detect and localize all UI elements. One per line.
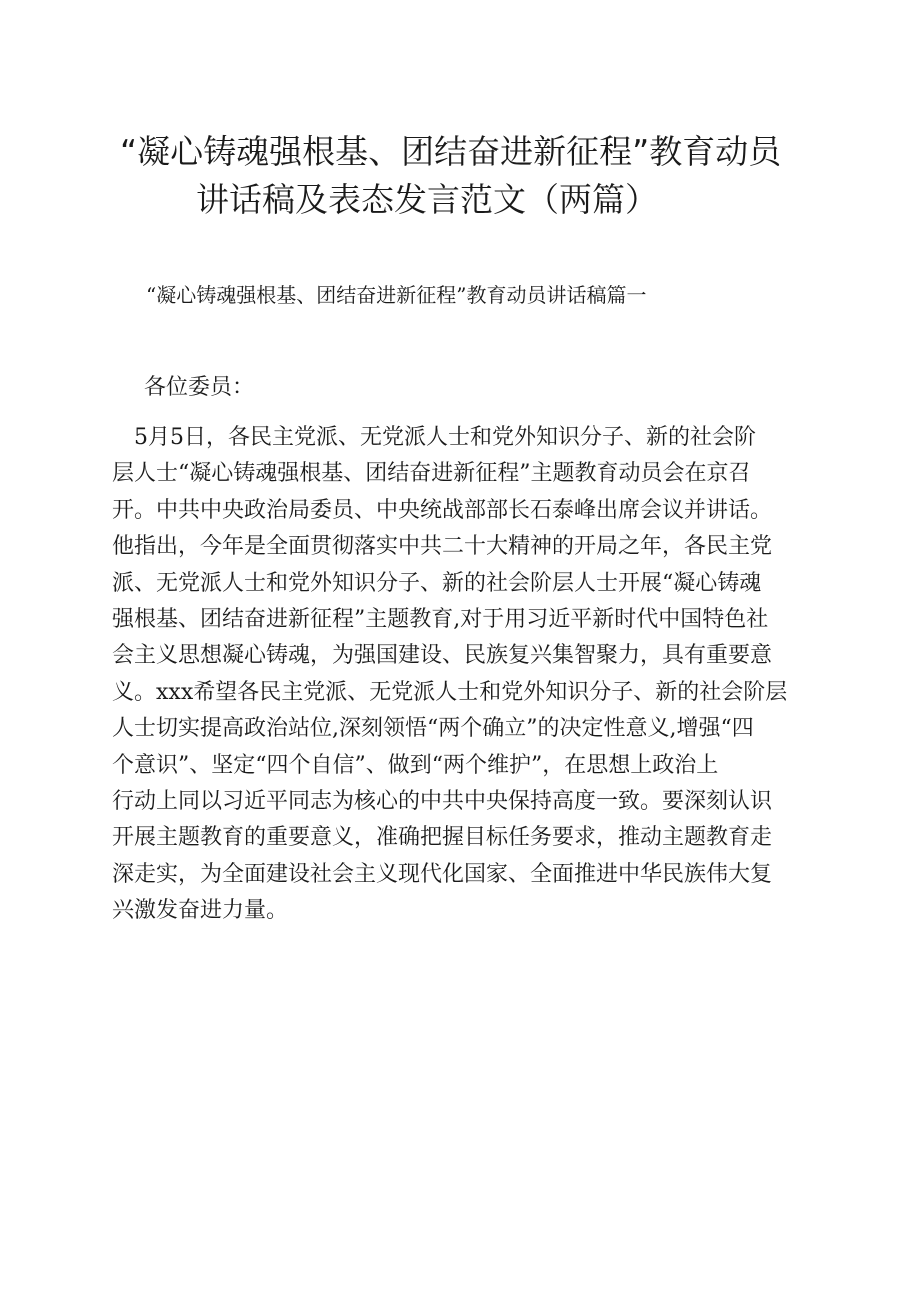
paragraph-line: 会主义思想凝心铸魂，为强国建设、民族复兴集智聚力，具有重要意 (112, 643, 773, 669)
paragraph-line: 兴激发奋进力量。 (112, 898, 289, 924)
paragraph-line: 深走实，为全面建设社会主义现代化国家、全面推进中华民族伟大复 (112, 861, 773, 887)
salutation: 各位委员： (144, 375, 255, 400)
paragraph-line: 层人士“凝心铸魂强根基、团结奋进新征程”主题教育动员会在京召 (112, 461, 751, 487)
section-subtitle: “凝心铸魂强根基、团结奋进新征程”教育动员讲话稿篇一 (146, 283, 647, 307)
paragraph-line: 人士切实提高政治站位,深刻领悟“两个确立”的决定性意义,增强“四 (112, 716, 754, 742)
paragraph-line: 行动上同以习近平同志为核心的中共中央保持高度一致。要深刻认识 (112, 788, 773, 814)
paragraph-line: 个意识”、坚定“四个自信”、做到“两个维护”，在思想上政治上 (112, 752, 719, 778)
paragraph-line: 派、无党派人士和党外知识分子、新的社会阶层人士开展“凝心铸魂 (112, 570, 762, 596)
document-title (120, 128, 820, 224)
body-paragraph (112, 420, 802, 929)
paragraph-line: 5月5日，各民主党派、无党派人士和党外知识分子、新的社会阶 (112, 425, 756, 450)
title-line-2: 讲话稿及表态发言范文（两篇） (196, 180, 658, 219)
paragraph-line: 开。中共中央政治局委员、中央统战部部长石泰峰出席会议并讲话。 (112, 497, 773, 523)
title-line-1: “凝心铸魂强根基、团结奋进新征程”教育动员 (120, 132, 782, 171)
paragraph-line: 强根基、团结奋进新征程”主题教育,对于用习近平新时代中国特色社 (112, 606, 769, 632)
paragraph-line: 开展主题教育的重要意义，准确把握目标任务要求，推动主题教育走 (112, 825, 773, 851)
paragraph-line: 他指出，今年是全面贯彻落实中共二十大精神的开局之年，各民主党 (112, 534, 773, 560)
paragraph-line: 义。xxx希望各民主党派、无党派人士和党外知识分子、新的社会阶层 (112, 679, 788, 705)
